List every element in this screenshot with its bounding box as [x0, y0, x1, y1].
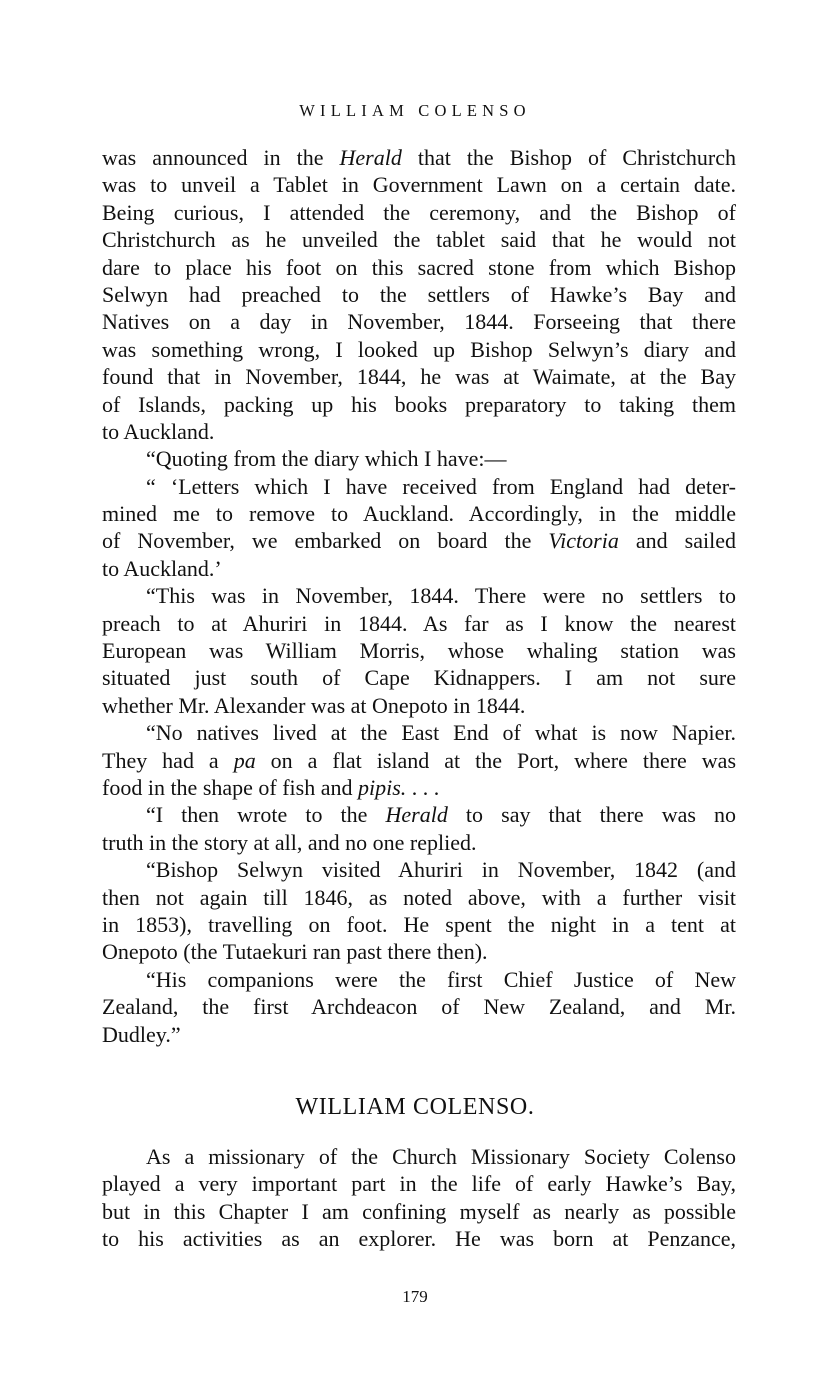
- text-segment: “No natives lived at the East End of what is now Napier.: [146, 720, 736, 746]
- text-line: [102, 1170, 736, 1197]
- text-line: [102, 938, 736, 965]
- text-segment: of Islands, packing up his books preparatory to taking them: [102, 391, 736, 417]
- text-line: [102, 582, 736, 609]
- text-line: [102, 1021, 736, 1048]
- body-text-passage-continued: [102, 1143, 736, 1253]
- text-line: [102, 418, 736, 445]
- text-line: [102, 1225, 736, 1252]
- text-line: [102, 199, 736, 226]
- text-line: [102, 719, 736, 746]
- text-segment: food in the shape of fish and: [102, 774, 358, 800]
- text-line: [102, 336, 736, 363]
- text-line: [102, 993, 736, 1020]
- text-line: [102, 1143, 736, 1170]
- text-line: [102, 254, 736, 281]
- text-segment: Being curious, I attended the ceremony, and the Bishop of: [102, 199, 736, 225]
- italic-text: pa: [233, 747, 256, 773]
- text-segment: “Bishop Selwyn visited Ahuriri in November, 1842 (and: [146, 857, 736, 883]
- text-segment: Onepoto (the Tutaekuri ran past there then).: [102, 939, 488, 965]
- text-segment: to Auckland.’: [102, 555, 222, 581]
- text-segment: European was William Morris, whose whaling station was: [102, 638, 736, 664]
- text-segment: whether Mr. Alexander was at Onepoto in 1844.: [102, 692, 526, 718]
- text-line: [102, 856, 736, 883]
- text-segment: “This was in November, 1844. There were no settlers to: [146, 583, 736, 609]
- text-line: [102, 610, 736, 637]
- text-line: [102, 774, 736, 801]
- text-segment: As a missionary of the Church Missionary Society Colenso: [146, 1144, 736, 1169]
- text-segment: was announced in the: [102, 145, 340, 170]
- text-segment: “I then wrote to the: [146, 802, 386, 828]
- italic-text: Herald: [385, 802, 448, 828]
- body-text-passage: [102, 144, 736, 1048]
- text-segment: on a flat island at the Port, where there was: [255, 747, 737, 773]
- text-segment: “His companions were the first Chief Justice of New: [146, 966, 736, 992]
- text-segment: to his activities as an explorer. He was born at Penzance,: [102, 1226, 736, 1252]
- italic-text: Victoria: [548, 528, 619, 554]
- text-line: [102, 308, 736, 335]
- text-segment: mined me to remove to Auckland. Accordingly, in the middle: [102, 501, 736, 527]
- text-line: [102, 884, 736, 911]
- text-segment: was to unveil a Tablet in Government Lawn on a certain date.: [102, 172, 736, 198]
- text-segment: was something wrong, I looked up Bishop Selwyn’s diary and: [102, 336, 736, 362]
- text-segment: Natives on a day in November, 1844. Forseeing that there: [102, 309, 736, 335]
- text-line: [102, 692, 736, 719]
- text-line: [102, 171, 736, 198]
- text-line: [102, 281, 736, 308]
- text-line: [102, 391, 736, 418]
- text-segment: of November, we embarked on board the: [102, 528, 549, 554]
- text-line: [102, 500, 736, 527]
- text-line: [102, 226, 736, 253]
- text-segment: “ ‘Letters which I have received from England had deter-: [146, 473, 736, 499]
- text-segment: situated just south of Cape Kidnappers. I am not sure: [102, 665, 736, 691]
- text-line: [102, 445, 736, 472]
- text-segment: Christchurch as he unveiled the tablet said that he would not: [102, 227, 736, 253]
- text-line: [102, 911, 736, 938]
- page-number: 179: [402, 1287, 428, 1306]
- text-segment: to Auckland.: [102, 418, 215, 444]
- text-line: [102, 144, 736, 171]
- text-line: [102, 363, 736, 390]
- running-head: WILLIAM COLENSO: [299, 101, 531, 120]
- text-segment: dare to place his foot on this sacred stone from which Bishop: [102, 254, 736, 280]
- text-line: [102, 966, 736, 993]
- italic-text: Herald: [339, 145, 402, 170]
- text-segment: found that in November, 1844, he was at Waimate, at the Bay: [102, 364, 736, 390]
- text-line: [102, 829, 736, 856]
- text-line: [102, 637, 736, 664]
- text-line: [102, 527, 736, 554]
- text-segment: They had a: [102, 747, 234, 773]
- text-segment: . . .: [406, 774, 440, 800]
- text-segment: Dudley.”: [102, 1021, 181, 1047]
- text-segment: to say that there was no: [447, 802, 736, 828]
- section-heading: WILLIAM COLENSO.: [295, 1094, 535, 1120]
- text-line: [102, 1198, 736, 1225]
- text-line: [102, 473, 736, 500]
- text-segment: but in this Chapter I am confining myself as nearly as possible: [102, 1198, 736, 1224]
- text-segment: and sailed: [618, 528, 736, 554]
- text-line: [102, 747, 736, 774]
- text-segment: in 1853), travelling on foot. He spent the night in a tent at: [102, 911, 736, 937]
- text-line: [102, 801, 736, 828]
- text-line: [102, 664, 736, 691]
- text-segment: that the Bishop of Christchurch: [401, 145, 737, 170]
- text-line: [102, 555, 736, 582]
- text-segment: played a very important part in the life of early Hawke’s Bay,: [102, 1171, 736, 1197]
- text-segment: then not again till 1846, as noted above, with a further visit: [102, 884, 736, 910]
- text-segment: Zealand, the first Archdeacon of New Zealand, and Mr.: [102, 994, 736, 1020]
- text-segment: preach to at Ahuriri in 1844. As far as I know the nearest: [102, 610, 736, 636]
- italic-text: pipis.: [358, 774, 407, 800]
- text-segment: “Quoting from the diary which I have:—: [146, 446, 507, 472]
- text-segment: Selwyn had preached to the settlers of Hawke’s Bay and: [102, 281, 736, 307]
- text-segment: truth in the story at all, and no one replied.: [102, 829, 477, 855]
